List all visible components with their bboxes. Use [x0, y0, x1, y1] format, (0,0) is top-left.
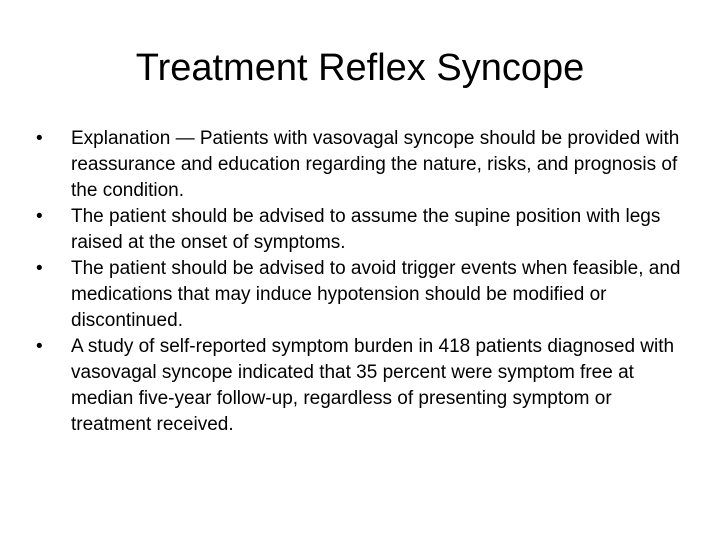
- bullet-marker-icon: •: [36, 258, 43, 279]
- bullet-text: The patient should be advised to assume the supine position with legs raised at the onset of symptoms.: [71, 206, 661, 253]
- list-item: [36, 334, 684, 438]
- bullet-marker-icon: •: [36, 336, 43, 357]
- list-item: [36, 204, 684, 256]
- bullet-marker-icon: •: [36, 206, 43, 227]
- bullet-text: Explanation — Patients with vasovagal syncope should be provided with reassurance and education regarding the nature, risks, and prognosis of the condition.: [71, 128, 680, 201]
- slide-title: Treatment Reflex Syncope: [135, 47, 585, 89]
- bullet-list: [36, 126, 684, 438]
- bullet-text: A study of self-reported symptom burden in 418 patients diagnosed with vasovagal syncope indicated that 35 percent were symptom free at median five-year follow-up, regardless of presenting symptom or treatment received.: [71, 336, 675, 435]
- list-item: [36, 126, 684, 204]
- bullet-text: The patient should be advised to avoid trigger events when feasible, and medications that may induce hypotension should be modified or discontinued.: [71, 258, 681, 331]
- list-item: [36, 256, 684, 334]
- bullet-marker-icon: •: [36, 128, 43, 149]
